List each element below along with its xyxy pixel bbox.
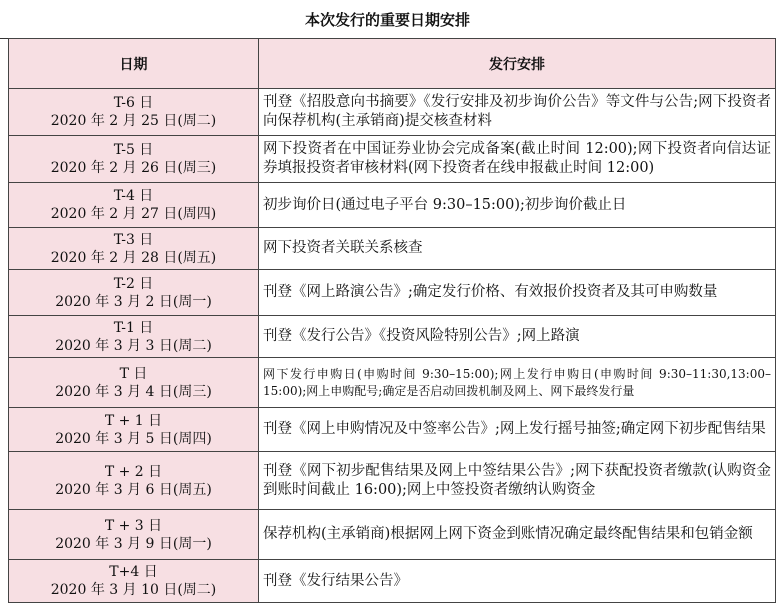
- calendar-date: 2020 年 2 月 27 日(周四): [50, 206, 217, 222]
- arrangement-cell: 刊登《网下初步配售结果及网上中签结果公告》;网下获配投资者缴款(认购资金到账时间截止 16:00);网上中签投资者缴纳认购资金: [259, 452, 776, 510]
- trading-day-label: T + 3 日: [104, 517, 163, 534]
- table-row: [9, 270, 776, 316]
- calendar-date: 2020 年 3 月 9 日(周一): [55, 535, 212, 552]
- trading-day-label: T + 2 日: [104, 463, 163, 480]
- arrangement-cell: 刊登《网上申购情况及中签率公告》;网上发行摇号抽签;确定网下初步配售结果: [259, 408, 776, 452]
- arrangement-cell: 刊登《网上路演公告》;确定发行价格、有效报价投资者及其可申购数量: [259, 270, 776, 316]
- calendar-date: 2020 年 3 月 3 日(周二): [55, 337, 212, 354]
- calendar-date: 2020 年 3 月 2 日(周一): [55, 293, 212, 310]
- date-cell: [9, 358, 259, 408]
- schedule-table: [8, 38, 776, 603]
- arrangement-cell: 初步询价日(通过电子平台 9:30–15:00);初步询价截止日: [259, 183, 776, 228]
- calendar-date: 2020 年 3 月 10 日(周二): [50, 582, 217, 598]
- arrangement-cell: 刊登《发行结果公告》: [259, 560, 776, 603]
- table-row: [9, 510, 776, 560]
- trading-day-label: T 日: [119, 365, 148, 382]
- trading-day-label: T-2 日: [113, 275, 154, 292]
- table-row: [9, 183, 776, 228]
- trading-day-label: T + 1 日: [104, 412, 163, 429]
- date-cell: [9, 316, 259, 358]
- trading-day-label: T-6 日: [113, 95, 154, 111]
- arrangement-cell: 刊登《发行公告》《投资风险特别公告》;网上路演: [259, 316, 776, 358]
- trading-day-label: T-3 日: [113, 231, 154, 248]
- arrangement-cell: 网下投资者在中国证券业协会完成备案(截止时间 12:00);网下投资者向信达证券填报投资者审核材料(网下投资者在线申报截止时间 12:00): [259, 136, 776, 183]
- arrangement-cell: 保荐机构(主承销商)根据网上网下资金到账情况确定最终配售结果和包销金额: [259, 510, 776, 560]
- trading-day-label: T+4 日: [109, 564, 158, 580]
- arrangement-cell: 网下发行申购日(申购时间 9:30–15:00);网上发行申购日(申购时间 9:30–11:30,13:00–15:00);网上申购配号;确定是否启动回拨机制及网上、网下最终发行量: [259, 358, 776, 408]
- table-row: [9, 560, 776, 603]
- date-cell: [9, 228, 259, 270]
- trading-day-label: T-5 日: [113, 142, 154, 158]
- date-cell: [9, 452, 259, 510]
- table-title: 本次发行的重要日期安排: [0, 0, 775, 39]
- header-row: [9, 39, 776, 89]
- table-row: [9, 452, 776, 510]
- table-row: [9, 89, 776, 136]
- arrangement-header: 发行安排: [259, 39, 776, 89]
- date-cell: [9, 408, 259, 452]
- date-cell: [9, 183, 259, 228]
- date-cell: [9, 560, 259, 603]
- table-row: [9, 408, 776, 452]
- table-row: [9, 228, 776, 270]
- table-row: [9, 358, 776, 408]
- date-cell: [9, 89, 259, 136]
- trading-day-label: T-4 日: [113, 188, 154, 204]
- calendar-date: 2020 年 3 月 5 日(周四): [55, 430, 212, 447]
- date-cell: [9, 270, 259, 316]
- trading-day-label: T-1 日: [113, 319, 154, 336]
- calendar-date: 2020 年 2 月 26 日(周三): [50, 160, 217, 176]
- calendar-date: 2020 年 2 月 25 日(周二): [50, 113, 217, 129]
- date-cell: [9, 510, 259, 560]
- calendar-date: 2020 年 3 月 4 日(周三): [55, 383, 212, 400]
- calendar-date: 2020 年 2 月 28 日(周五): [50, 249, 217, 266]
- table-row: [9, 136, 776, 183]
- arrangement-cell: 刊登《招股意向书摘要》《发行安排及初步询价公告》等文件与公告;网下投资者向保荐机构(主承销商)提交核查材料: [259, 89, 776, 136]
- calendar-date: 2020 年 3 月 6 日(周五): [55, 481, 212, 498]
- date-header: 日期: [9, 39, 259, 89]
- arrangement-cell: 网下投资者关联关系核查: [259, 228, 776, 270]
- date-cell: [9, 136, 259, 183]
- table-row: [9, 316, 776, 358]
